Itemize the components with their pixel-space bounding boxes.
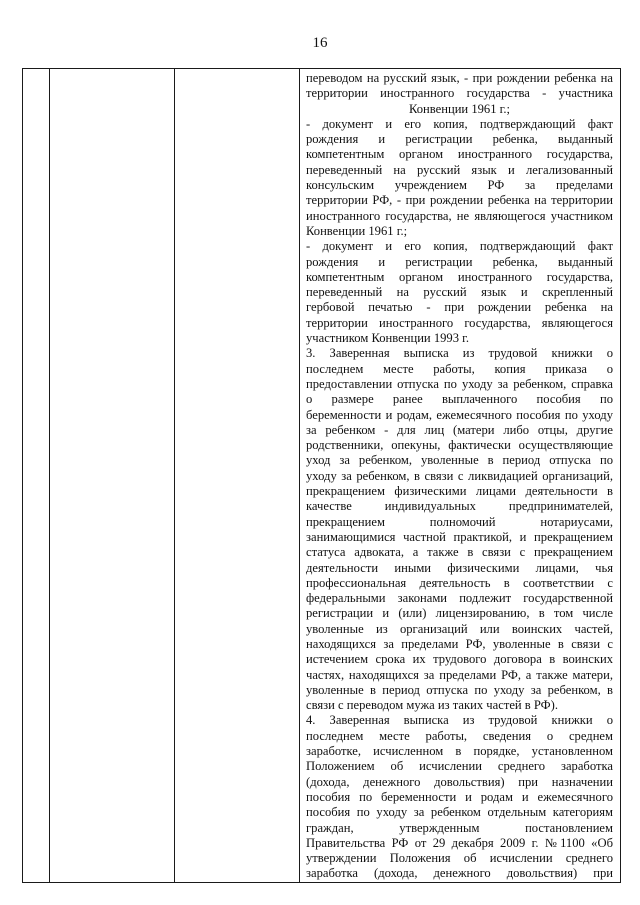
- text-line: связи с переводом мужа из таких частей в РФ).: [306, 698, 558, 713]
- table-cell-number: [23, 69, 50, 883]
- text-line: частях, находящихся за пределами РФ, а также матери,: [306, 667, 613, 682]
- documents-text: [306, 71, 613, 882]
- text-line: деятельности иными физическими лицами, чья: [306, 560, 613, 575]
- text-line: рождения и регистрации ребенка, выданный: [306, 254, 613, 269]
- text-line: последнем месте работы, сведения о среднем: [306, 728, 613, 743]
- text-line: качестве индивидуальных предпринимателей,: [306, 499, 613, 514]
- text-line: территории иностранного государства, являющегося: [306, 315, 613, 330]
- text-line: пособия по беременности и родам и ежемесячного: [306, 789, 613, 804]
- text-line: регистрации и (или) лицензированию, в том числе: [306, 606, 613, 621]
- text-line: пособия по уходу за ребенком отдельным категориям: [306, 805, 613, 820]
- text-line: компетентным органом иностранного государства,: [306, 147, 613, 162]
- table-cell-category: [50, 69, 175, 883]
- text-line: (дохода, денежного довольствия) при назначении: [306, 774, 613, 789]
- text-line: утверждении Положения об исчислении среднего: [306, 851, 613, 866]
- text-line: граждан, утвержденным постановлением: [306, 820, 613, 835]
- text-line: профессиональная деятельность в соответствии с: [306, 575, 613, 590]
- text-line: уволенные в период отпуска по уходу за ребенком, в: [306, 682, 613, 697]
- text-line: истечением срока их трудового договора в воинских: [306, 652, 613, 667]
- text-line: территории иностранного государства - участника: [306, 86, 613, 101]
- text-line: Правительства РФ от 29 декабря 2009 г. №1100 «Об: [306, 835, 613, 850]
- text-line: за ребенком - для лиц (матери либо отцы, другие: [306, 422, 613, 437]
- text-line: федеральными законами подлежит государственной: [306, 591, 613, 606]
- text-line: 4. Заверенная выписка из трудовой книжки о: [306, 713, 613, 728]
- text-line: переведенный на русский язык и легализованный: [306, 162, 613, 177]
- text-line: гербовой печатью - при рождении ребенка на: [306, 300, 613, 315]
- text-line: занимающимися частной практикой, и прекращением: [306, 529, 613, 544]
- text-line: предоставлении отпуска по уходу за ребенком, справка: [306, 376, 613, 391]
- table-row: [23, 69, 621, 883]
- text-line: находящихся за пределами РФ, уволенные в связи с: [306, 636, 613, 651]
- page-number: 16: [312, 35, 328, 51]
- text-line: заработка (дохода, денежного довольствия) при: [306, 866, 613, 881]
- text-line: переведенный на русский язык и скрепленный: [306, 285, 613, 300]
- text-line: участником Конвенции 1993 г.: [306, 331, 470, 346]
- text-line: прекращением полномочий нотариусами,: [306, 514, 613, 529]
- table-cell-documents: [300, 69, 621, 883]
- text-line: о размере ранее выплаченного пособия по: [306, 392, 613, 407]
- text-line: рождения и регистрации ребенка, выданный: [306, 132, 613, 147]
- table-cell-condition: [175, 69, 300, 883]
- text-line: иностранного государства, не являющегося участником: [306, 208, 613, 223]
- text-line: последнем месте работы, копия приказа о: [306, 361, 613, 376]
- text-line: 3. Заверенная выписка из трудовой книжки о: [306, 346, 613, 361]
- text-line: беременности и родам, ежемесячного пособия по уходу: [306, 407, 613, 422]
- text-line: - документ и его копия, подтверждающий факт: [306, 116, 613, 131]
- text-line: родственники, опекуны, фактически осуществляющие: [306, 438, 613, 453]
- text-line: - документ и его копия, подтверждающий факт: [306, 239, 613, 254]
- text-line: Конвенции 1961 г.;: [408, 101, 511, 116]
- text-line: Положением об исчислении среднего заработка: [306, 759, 613, 774]
- text-line: прекращением физическими лицами деятельности в: [306, 484, 613, 499]
- text-line: уволенные из организаций или воинских частей,: [306, 621, 613, 636]
- document-table: [22, 68, 621, 883]
- text-line: заработке, исчисленном в порядке, установленном: [306, 744, 613, 759]
- text-line: территории РФ, - при рождении ребенка на территории: [306, 193, 613, 208]
- text-line: консульским учреждением РФ за пределами: [306, 178, 613, 193]
- text-line: статуса адвоката, а также в связи с прекращением: [306, 545, 613, 560]
- text-line: уход за ребенком, уволенные в период отпуска по: [306, 453, 613, 468]
- text-line: Конвенции 1961 г.;: [306, 223, 408, 238]
- text-line: компетентным органом иностранного государства,: [306, 269, 613, 284]
- text-line: переводом на русский язык, - при рождении ребенка на: [306, 71, 613, 85]
- text-line: уходу за ребенком, в связи с ликвидацией организаций,: [306, 468, 613, 483]
